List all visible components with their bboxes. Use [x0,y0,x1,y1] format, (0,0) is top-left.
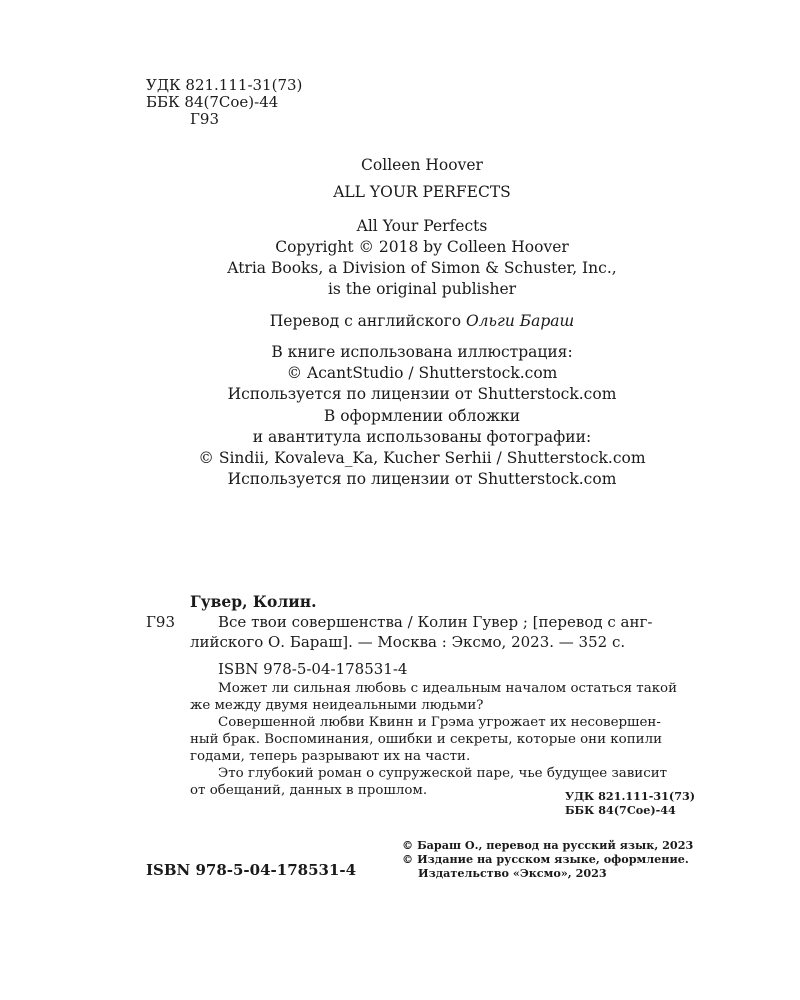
english-title-block [0,155,800,203]
footer-bbk-code: ББК 84(7Сое)-44 [565,803,676,817]
copyright-line: Copyright © 2018 by Colleen Hoover [275,238,569,256]
cover-credit [0,406,800,490]
annotation-line: от обещаний, данных в прошлом. [190,783,428,798]
bib-description-line: лийского О. Бараш]. — Москва : Эксмо, 2023. — 352 с. [190,633,626,651]
annotation-line: годами, теперь разрывают их на части. [190,749,471,764]
bib-isbn: ISBN 978-5-04-178531-4 [218,660,408,678]
footer-udk-code: УДК 821.111-31(73) [565,789,696,803]
author-name-en: Colleen Hoover [361,156,483,174]
translation-prefix: Перевод с английского [269,312,466,330]
illustration-credit [0,342,800,405]
author-mark-code: Г93 [190,110,220,128]
bib-author-mark: Г93 [146,613,176,631]
illustration-credit-line: Используется по лицензии от Shutterstock.com [227,385,617,403]
rights-line: © Издание на русском языке, оформление. [402,852,689,866]
bib-author-heading: Гувер, Колин. [190,592,317,611]
translation-credit [0,311,800,332]
illustration-credit-line: © AcantStudio / Shutterstock.com [286,364,558,382]
cover-credit-line: В оформлении обложки [323,407,521,425]
annotation-line: Может ли сильная любовь с идеальным началом остаться такой [218,681,678,696]
annotation-line: Это глубокий роман о супружеской паре, чье будущее зависит [218,766,668,781]
translator-name: Ольги Бараш [465,312,575,330]
copyright-line: All Your Perfects [356,217,488,235]
annotation-line: Совершенной любви Квинн и Грэма угрожает их несовершен- [218,715,661,730]
rights-line: Издательство «Эксмо», 2023 [418,866,607,880]
cover-credit-line: и авантитула использованы фотографии: [252,428,592,446]
book-title-en: ALL YOUR PERFECTS [333,183,511,201]
annotation-line: же между двумя неидеальными людьми? [190,698,484,713]
rights-line: © Бараш О., перевод на русский язык, 2023 [402,838,694,852]
copyright-block [0,216,800,300]
bib-description-line: Все твои совершенства / Колин Гувер ; [перевод с анг- [218,613,653,631]
cover-credit-line: Используется по лицензии от Shutterstock.com [227,470,617,488]
isbn-bottom: ISBN 978-5-04-178531-4 [146,861,357,879]
copyright-line: is the original publisher [327,280,517,298]
cover-credit-line: © Sindii, Kovaleva_Ka, Kucher Serhii / Shutterstock.com [198,449,646,467]
udk-code: УДК 821.111-31(73) [146,76,303,94]
copyright-line: Atria Books, a Division of Simon & Schuster, Inc., [227,259,617,277]
bbk-code: ББК 84(7Сое)-44 [146,93,279,111]
illustration-credit-line: В книге использована иллюстрация: [271,343,573,361]
annotation-line: ный брак. Воспоминания, ошибки и секреты, которые они копили [190,732,663,747]
